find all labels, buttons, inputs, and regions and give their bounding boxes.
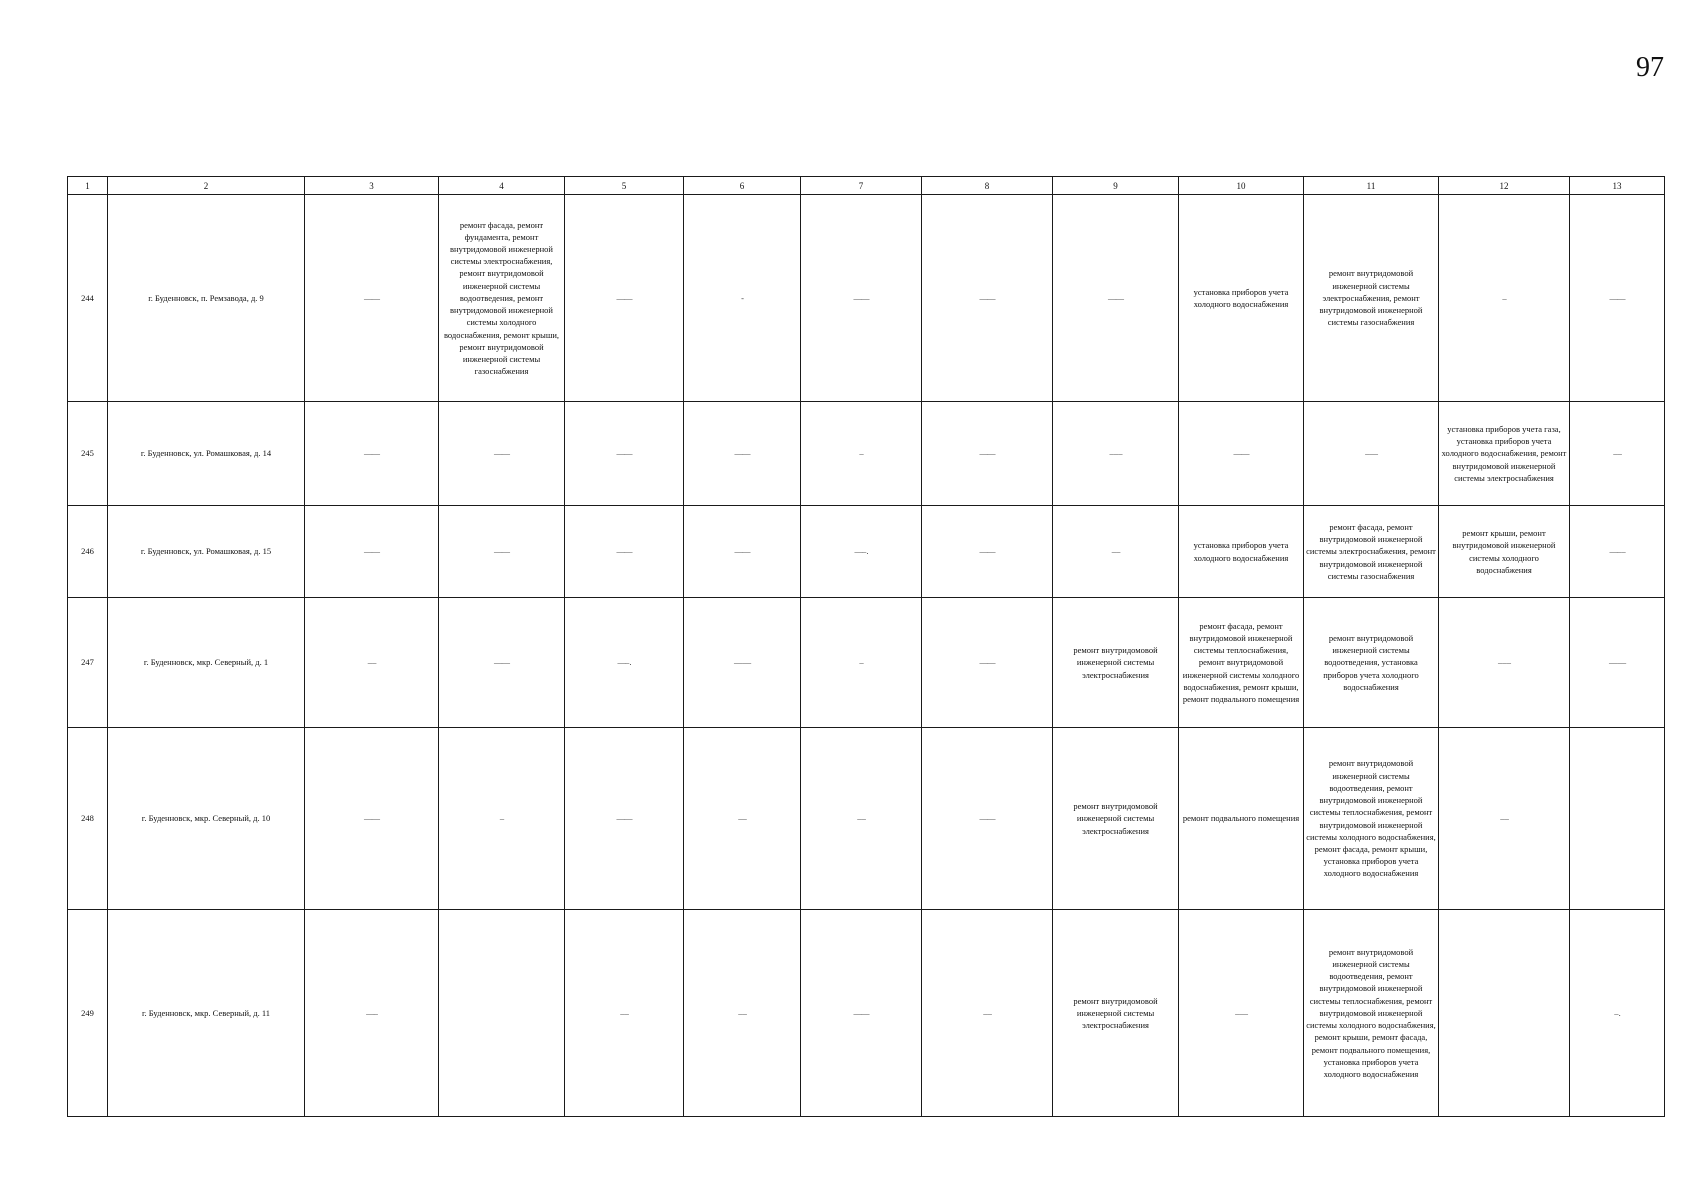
table-cell: —— — [305, 506, 439, 598]
table-cell: —— — [922, 598, 1053, 728]
column-header: 5 — [565, 177, 684, 195]
table-cell: – — — [1304, 402, 1439, 506]
table-cell: —– – — [1570, 506, 1665, 598]
table-cell: —— — [565, 195, 684, 402]
column-number-row — [68, 177, 1665, 195]
column-header: 11 — [1304, 177, 1439, 195]
table-cell: – – — [1570, 402, 1665, 506]
table-cell: —– — [305, 910, 439, 1117]
table-row — [68, 506, 1665, 598]
table-cell: ремонт внутридомовой инженерной системы электроснабжения — [1053, 598, 1179, 728]
address-cell: г. Буденновск, мкр. Северный, д. 11 — [108, 910, 305, 1117]
table-row — [68, 598, 1665, 728]
row-number: 244 — [68, 195, 108, 402]
column-header: 1 — [68, 177, 108, 195]
table-cell: —— — [801, 910, 922, 1117]
table-cell: – — [1439, 195, 1570, 402]
table-cell: ремонт фасада, ремонт фундамента, ремонт внутридомовой инженерной системы электроснабжения, ремонт внутридомовой инженерной системы водоотведения, ремонт внутридомовой инженерной системы холодного водоснабжения, ремонт крыши, ремонт внутридомовой инженерной системы газоснабжения — [439, 195, 565, 402]
table-row — [68, 402, 1665, 506]
table-cell: — — [684, 728, 801, 910]
table-cell: – – — [305, 598, 439, 728]
table-cell: —— — [1053, 195, 1179, 402]
table-cell: – — — [1179, 910, 1304, 1117]
table-cell: ремонт внутридомовой инженерной системы водоотведения, ремонт внутридомовой инженерной системы теплоснабжения, ремонт внутридомовой инженерной системы холодного водоснабжения, ремонт фасада, ремонт крыши, установка приборов учета холодного водоснабжения — [1304, 728, 1439, 910]
column-header: 12 — [1439, 177, 1570, 195]
table-cell: —— — [684, 506, 801, 598]
table-cell: - — [684, 195, 801, 402]
address-cell: г. Буденновск, мкр. Северный, д. 10 — [108, 728, 305, 910]
table-cell — [439, 910, 565, 1117]
table-cell: – – — [922, 910, 1053, 1117]
table-row — [68, 910, 1665, 1117]
table-cell: —— — [801, 195, 922, 402]
column-header: 8 — [922, 177, 1053, 195]
table-cell: – – — [801, 728, 922, 910]
table-cell: ремонт внутридомовой инженерной системы электроснабжения — [1053, 910, 1179, 1117]
table-cell: ремонт внутридомовой инженерной системы электроснабжения, ремонт внутридомовой инженерной системы газоснабжения — [1304, 195, 1439, 402]
table-cell: – — [801, 598, 922, 728]
table-cell: установка приборов учета газа, установка приборов учета холодного водоснабжения, ремонт внутридомовой инженерной системы электроснабжения — [1439, 402, 1570, 506]
table-row — [68, 195, 1665, 402]
table-cell: —— — [922, 402, 1053, 506]
table-cell: – . — [1570, 910, 1665, 1117]
row-number: 247 — [68, 598, 108, 728]
table-cell: ремонт внутридомовой инженерной системы электроснабжения — [1053, 728, 1179, 910]
row-number: 248 — [68, 728, 108, 910]
column-header: 9 — [1053, 177, 1179, 195]
table-cell: —— — [1179, 402, 1304, 506]
table-cell: ремонт внутридомовой инженерной системы водоотведения, установка приборов учета холодного водоснабжения — [1304, 598, 1439, 728]
column-header: 10 — [1179, 177, 1304, 195]
table-cell: —— — [1570, 195, 1665, 402]
table-cell: – — [801, 402, 922, 506]
table-cell: ремонт крыши, ремонт внутридомовой инженерной системы холодного водоснабжения — [1439, 506, 1570, 598]
table-cell: —— — [439, 402, 565, 506]
table-cell: —— — [922, 506, 1053, 598]
table-cell: —— — [305, 728, 439, 910]
table-cell: —— — [565, 402, 684, 506]
address-cell: г. Буденновск, п. Ремзавода, д. 9 — [108, 195, 305, 402]
table-cell: – – — [1053, 506, 1179, 598]
table-cell: ремонт внутридомовой инженерной системы водоотведения, ремонт внутридомовой инженерной системы теплоснабжения, ремонт внутридомовой инженерной системы холодного водоснабжения, ремонт крыши, ремонт фасада, ремонт подвального помещения, установка приборов учета холодного водоснабжения — [1304, 910, 1439, 1117]
table-cell: – – — [684, 910, 801, 1117]
table-cell: —— — [439, 506, 565, 598]
table-cell: установка приборов учета холодного водоснабжения — [1179, 506, 1304, 598]
address-cell: г. Буденновск, мкр. Северный, д. 1 — [108, 598, 305, 728]
table-cell: — — — [684, 598, 801, 728]
address-cell: г. Буденновск, ул. Ромашковая, д. 14 — [108, 402, 305, 506]
table-row — [68, 728, 1665, 910]
table-cell — [1439, 910, 1570, 1117]
table-cell: —— — [565, 728, 684, 910]
table-cell: —— — [922, 728, 1053, 910]
table-cell: – – — [1439, 728, 1570, 910]
page-number: 97 — [1636, 52, 1664, 83]
table-cell: – — [439, 728, 565, 910]
column-header: 4 — [439, 177, 565, 195]
column-header: 2 — [108, 177, 305, 195]
table-cell: — — — [1570, 598, 1665, 728]
table-cell: ремонт фасада, ремонт внутридомовой инженерной системы теплоснабжения, ремонт внутридомовой инженерной системы холодного водоснабжения, ремонт крыши, ремонт подвального помещения — [1179, 598, 1304, 728]
table-cell: —— — [565, 506, 684, 598]
table-cell: ремонт фасада, ремонт внутридомовой инженерной системы электроснабжения, ремонт внутридомовой инженерной системы газоснабжения — [1304, 506, 1439, 598]
table-cell: ремонт подвального помещения — [1179, 728, 1304, 910]
table-cell: —— — [305, 402, 439, 506]
table-cell: —– . — [801, 506, 922, 598]
repair-schedule-table — [67, 176, 1665, 1117]
table-cell: —— — [439, 598, 565, 728]
column-header: 6 — [684, 177, 801, 195]
address-cell: г. Буденновск, ул. Ромашковая, д. 15 — [108, 506, 305, 598]
column-header: 7 — [801, 177, 922, 195]
table-cell: —— — [305, 195, 439, 402]
row-number: 245 — [68, 402, 108, 506]
table-cell — [1570, 728, 1665, 910]
table-cell: – – — [565, 910, 684, 1117]
column-header: 3 — [305, 177, 439, 195]
table-cell: —— — [922, 195, 1053, 402]
column-header: 13 — [1570, 177, 1665, 195]
table-cell: —— — [684, 402, 801, 506]
row-number: 246 — [68, 506, 108, 598]
table-cell: —– . — [565, 598, 684, 728]
table-cell: – – – — [1053, 402, 1179, 506]
row-number: 249 — [68, 910, 108, 1117]
table-cell: – – – — [1439, 598, 1570, 728]
table-cell: установка приборов учета холодного водоснабжения — [1179, 195, 1304, 402]
